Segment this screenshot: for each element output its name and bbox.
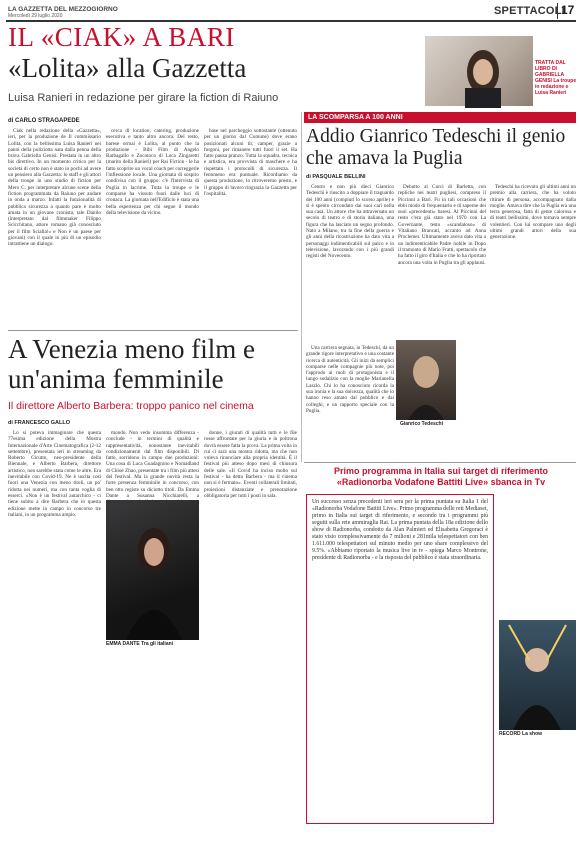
venice-column-1: Lo si poteva immaginare che questa 77esima edizione della Mostra Internazionale d'Arte Cinematografica (2-12 settembre), presentata ieri in streaming da Roberto Cicutto, neo-presidente della Biennale, e Alberto Barbera, direttore artistico, non sarebbe stata come le altre. Era inevitabile con Covid-19. Ne è uscita così fuori una Venezia con meno titoli, un po' ridotta nei numeri, ma con tanta voglia di esserci. «Non è un festival autarchico - ci tiene subito a dire Barbera che in questa edizione mette in campo in concorso tre italiani, in un programma ampio. <box>8 430 101 518</box>
venice-subhead: Il direttore Alberto Barbera: troppo panico nel cinema <box>8 400 254 412</box>
top-column-2: cerca di location, catering, produzione esecutiva e tanto altro ancora. Del resto, barese ormai è Lolita, al punto che la produzione - Bibi Film di Angelo Barbagallo e Zocotoco di Luca Zingaretti (marito della Ranieri) per Rai Fiction - le ha fatto scoprire un vocal coach per correggerle l'inflessione locale. Una giornata di sospiro condivisa con il gruppo: c'è l'Intervista di Puglia in lacrime. Tutta la troupe e le comparse ha vissuto fuori dalle luci di cronaca. La giornata nell'Edificio è stata una bella esperienza per chi segue il mondo della televisione da vicino. <box>106 128 199 216</box>
portrait-image-icon <box>396 340 456 420</box>
top-column-3: base nel parcheggio sottostante (ottenuto per un giorno dal Comune) dove erano posizionati alcuni tir, camper, grazie a furgoni, per rimanere tutti fuori il set. Ha fatto pausa pranzo. Tutta la squadra, tecnica e artistica, era provvista di maschere e ha rispettato i protocolli di sicurezza. Il fenomeno era puntuale. Ricordiamo da questa produzione, lo ritroveremo presto, e il gruppo di lavoro ringrazia la Gazzetta per l'ospitalità. <box>204 128 297 197</box>
page-number: 17 <box>557 3 575 19</box>
right-column-3b <box>460 340 486 456</box>
top-headline: «Lolita» alla Gazzetta <box>8 53 247 83</box>
top-byline: di CARLO STRAGAPEDE <box>8 118 80 124</box>
emma-dante-photo <box>106 500 199 640</box>
right-column-4: Tedeschi ha ricevuto gli ultimi anni un premio alla carriera, che ha voluto ritirare di persona, accompagnato dalla moglie. Amava dire che la Puglia era una terra generosa, fatta di gente calorosa e di teatri bellissimi, dove tornava sempre volentieri. Con lui scompare uno degli ultimi grandi attori della sua generazione. <box>490 184 576 241</box>
right-column-3: Debutto al Curci di Barletta, con repliche nei teatri pugliesi, compreso il Piccinni a Bari. Fu in tali occasioni che ebbi modo di frequentarlo e di saperne dei suoi «precedenti» baresi. Al Piccinni del resto c'era già stato nel 1970 con La Governante, testo «scandaloso» di Vitaliano Brancati, accanto ad Anna Proclemer. Ultimamente aveva dato vita a un indimenticabile Padre nobile in Dopo il tramonto di Mario Fratti, spettacolo che ha fatto il giro d'Italia e che lo ha riportato ancora una volta in Puglia tra gli applausi. <box>398 184 486 266</box>
venice-column-2: mondo. Non vedo insomma differenza - conclude - in termini di qualità e rappresentatività, nonostante inevitabili condizionamenti dal film disponibili. Di fatto, sorridono in campo due produzioni: Una cosa di Luca Guadagnino e Nomadland di Chloé Zhao, presentate tra i film più attesi del festival. Ma la grande novità resta la forte presenza femminile in concorso, con ben otto registe su diciotto titoli. Da Emma Dante a Susanna Nicchiarelli, a dimostrazione che il cinema è cambiato. <box>106 430 199 506</box>
top-photo <box>425 36 533 106</box>
promo-headline: Primo programma in Italia sui target di riferimento «Radionorba Vodafone Battiti Live» sbanca in Tv <box>333 466 549 487</box>
venice-byline: di FRANCESCO GALLO <box>8 420 71 426</box>
promo-rule <box>304 462 576 463</box>
promo-body: Un successo senza precedenti ieri sera per la prima puntata su Italia 1 del «Radionorba Vodafone Battiti Live». Primo programma delle reti Mediaset, primo in Italia sui target di riferimento, e secondo tra i programmi più seguiti sulla rete ammiraglia Rai. La prima puntata della 18a edizione dello show di Radionorba, condotto da Alan Palmieri ed Elisabetta Gregoraci è stato visto complessivamente da 7 milioni e 281mila telespettatori con ben 1.611.000 telespettatori sul minuto medio per uno share complessivo del 9.5%. «Abbiamo riportato la musica live in tv - spiega Marco Montrone, presidente di Radionorba - e la risposta del pubblico è stata straordinaria. <box>306 494 494 824</box>
promo-photo <box>499 620 576 730</box>
tedeschi-caption: Gianrico Tedeschi <box>400 421 443 427</box>
venice-top-rule <box>8 330 298 331</box>
masthead-date: Mercoledì 29 luglio 2020 <box>8 13 63 19</box>
promo-caption: RECORD La show <box>499 731 543 737</box>
top-subhead: Luisa Ranieri in redazione per girare la fiction di Raiuno <box>8 92 279 104</box>
right-kicker-bar: LA SCOMPARSA A 100 ANNI <box>304 112 576 123</box>
stage-image-icon <box>499 620 576 730</box>
top-kicker: IL «CIAK» A BARI <box>8 22 235 52</box>
masthead-paper: LA GAZZETTA DEL MEZZOGIORNO <box>8 6 118 13</box>
right-column-1: Centro e non più dieci Gianrico Tedeschi è riuscito a doppiare il traguardo dei 100 anni (compiuti lo scorso aprile) e si è spento circondato dai suoi cari nella sua casa. Un attore che ha attraversato un secolo di teatro e di storia italiana, una figura che ha lasciato un segno profondo. Nato a Milano, tra la fine della guerra e gli anni della ricostruzione ha dato vita a personaggi indimenticabili sul palco e in televisione, lavorando con i più grandi registi del Novecento. <box>306 184 394 260</box>
right-column-2: Una carriera segnata, in Tedeschi, da un grande rigore interpretativo e una costante ricerca di autenticità. Gli inizi da semplici comparse nelle compagnie più note, poi l'approdo ai ruoli di protagonista e il lungo sodalizio con la moglie Marianella Laszlo. Chi lo ha conosciuto ricorda la sua ironia e la sua dolcezza, qualità che lo hanno reso amato dal pubblico e dai colleghi, e un rapporto speciale con la Puglia. <box>306 345 394 414</box>
venice-column-3: donne, i giurati di qualità tutti e le file rosse affrontate per la giuria e in poltrona dovrà essere fatta la prova. La prima volta in cui ci sarà una mostra ridotta, ma che non voleva rinunciare alla propria identità. È il festival più atteso dopo mesi di chiusura delle sale. «Il Covid ha inciso molto sul festival - ha detto Barbera - ma il cinema non si è fermato». Eventi collaterali limitati, proiezioni distanziate e prenotazione obbligatoria per tutti i posti in sala. <box>204 430 297 499</box>
section-label: SPETTACOLI <box>494 5 565 17</box>
right-headline: Addio Gianrico Tedeschi il genio che amava la Puglia <box>306 126 566 169</box>
emma-dante-caption: EMMA DANTE Tra gli italiani <box>106 641 174 647</box>
tedeschi-photo <box>396 340 456 420</box>
right-byline: di PASQUALE BELLINI <box>306 174 366 180</box>
venice-column-2b <box>106 650 199 830</box>
portrait-image-icon <box>425 36 533 106</box>
venice-headline: A Venezia meno film e un'anima femminile <box>8 334 255 394</box>
portrait-image-icon <box>106 500 199 640</box>
top-column-1: Ciak nella redazione della «Gazzetta», ieri, per la produzione de Il commissario Lolita, con la bellissima Luisa Ranieri nei panni della poliziotta nata dalla penna della brava Gabriella Genisi. Prestata in un altro bis direttivo. In un momento critico per la società di certo non è stato in pochi ad avere un pensiero alla Gazzetta: lo staff e gli attori della troupe in uno studio di fiction per Mero C. per interpretare alcune scene della fiction programmata da Raiuno per andare in onda a marzo. Infatti la funzionalità di pubblica sicurezza a quanto pare è molto amata in un giovane cronista, tale Danilo (interpretato dal filmmaker Filippo Scicchitano, attore romano già conosciuto per il film Scialla!» e Non è un paese per giovani) con il quale in più di un episodio intrattiene un dialogo. <box>8 128 101 248</box>
top-photo-caption: TRATTA DAL LIBRO DI GABRIELLA GENISI La troupe in redazione e Luisa Ranieri <box>535 60 577 96</box>
